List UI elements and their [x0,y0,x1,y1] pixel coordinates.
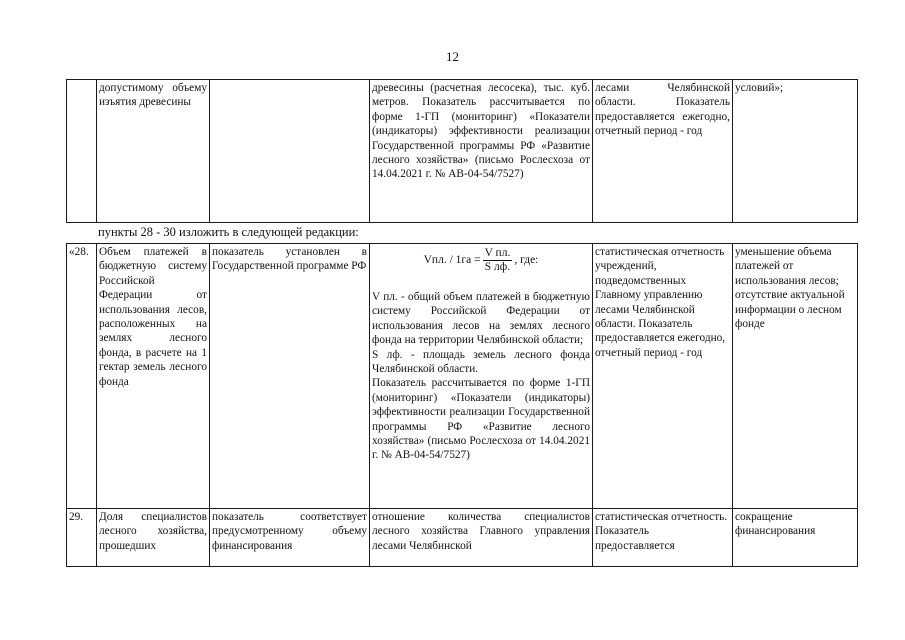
table-row [67,80,858,223]
formula [372,247,590,274]
intro-text: пункты 28 - 30 изложить в следующей редакции: [98,225,359,239]
cell-method: отношение количества специалистов лесного хозяйства Главного управления лесами Челябинской [370,509,593,567]
formula-numerator: V пл. [484,247,511,259]
cell-indicator-name: Доля специалистов лесного хозяйства, прошедших [97,509,210,567]
cell-number: «28. [67,244,97,509]
cell-reasons: сокращение финансирования [733,509,858,567]
formula-fraction [483,247,513,274]
table-row-28 [67,244,858,509]
cell-method: древесины (расчетная лесосека), тыс. куб. метров. Показатель рассчитывается по форме 1-ГП (мониторинг) «Показатели (индикаторы) эффективности реализации Государственной программы РФ «Развитие лесного хозяйства» (письмо Рослесхоза от 14.04.2021 г. № АВ-04-54/7527) [370,80,593,223]
cell-basis [210,80,370,223]
cell-source: статистическая отчетность. Показатель предоставляется [593,509,733,567]
definition-v: V пл. - общий объем платежей в бюджетную систему Российской Федерации от использования лесов на землях лесного фонда на территории Челябинской области; [372,291,590,347]
cell-basis: показатель установлен в Государственной программе РФ [210,244,370,509]
definition-s: S лф. - площадь земель лесного фонда Челябинской области. [372,348,590,376]
cell-method [370,244,593,509]
cell-indicator-name: допустимому объему изъятия древесины [97,80,210,223]
cell-basis: показатель соответствует предусмотренному объему финансирования [210,509,370,567]
formula-lhs: Vпл. / 1га = [423,254,481,267]
table-continuation [66,79,858,223]
formula-denominator: S лф. [484,261,511,273]
table-new-items [66,243,858,567]
calculation-note: Показатель рассчитывается по форме 1-ГП (мониторинг) «Показатели (индикаторы) эффективности реализации Государственной программы РФ «Развитие лесного хозяйства» (письмо Рослесхоза от 14.04.2021 г. № АВ-04-54/7527) [372,377,590,462]
cell-reasons: уменьшение объема платежей от использования лесов; отсутствие актуальной информации о лесном фонде [733,244,858,509]
cell-source: статистическая отчетность учреждений, подведомственных Главному управлению лесами Челябинской области. Показатель предоставляется ежегодно, отчетный период - год [593,244,733,509]
cell-number: 29. [67,509,97,567]
cell-number [67,80,97,223]
cell-source: лесами Челябинской области. Показатель предоставляется ежегодно, отчетный период - год [593,80,733,223]
formula-suffix: , где: [514,254,539,267]
cell-indicator-name: Объем платежей в бюджетную систему Российской Федерации от использования лесов, расположенных на землях лесного фонда, в расчете на 1 гектар земель лесного фонда [97,244,210,509]
cell-reasons: условий»; [733,80,858,223]
table-row-29 [67,509,858,567]
page-number: 12 [446,49,459,64]
